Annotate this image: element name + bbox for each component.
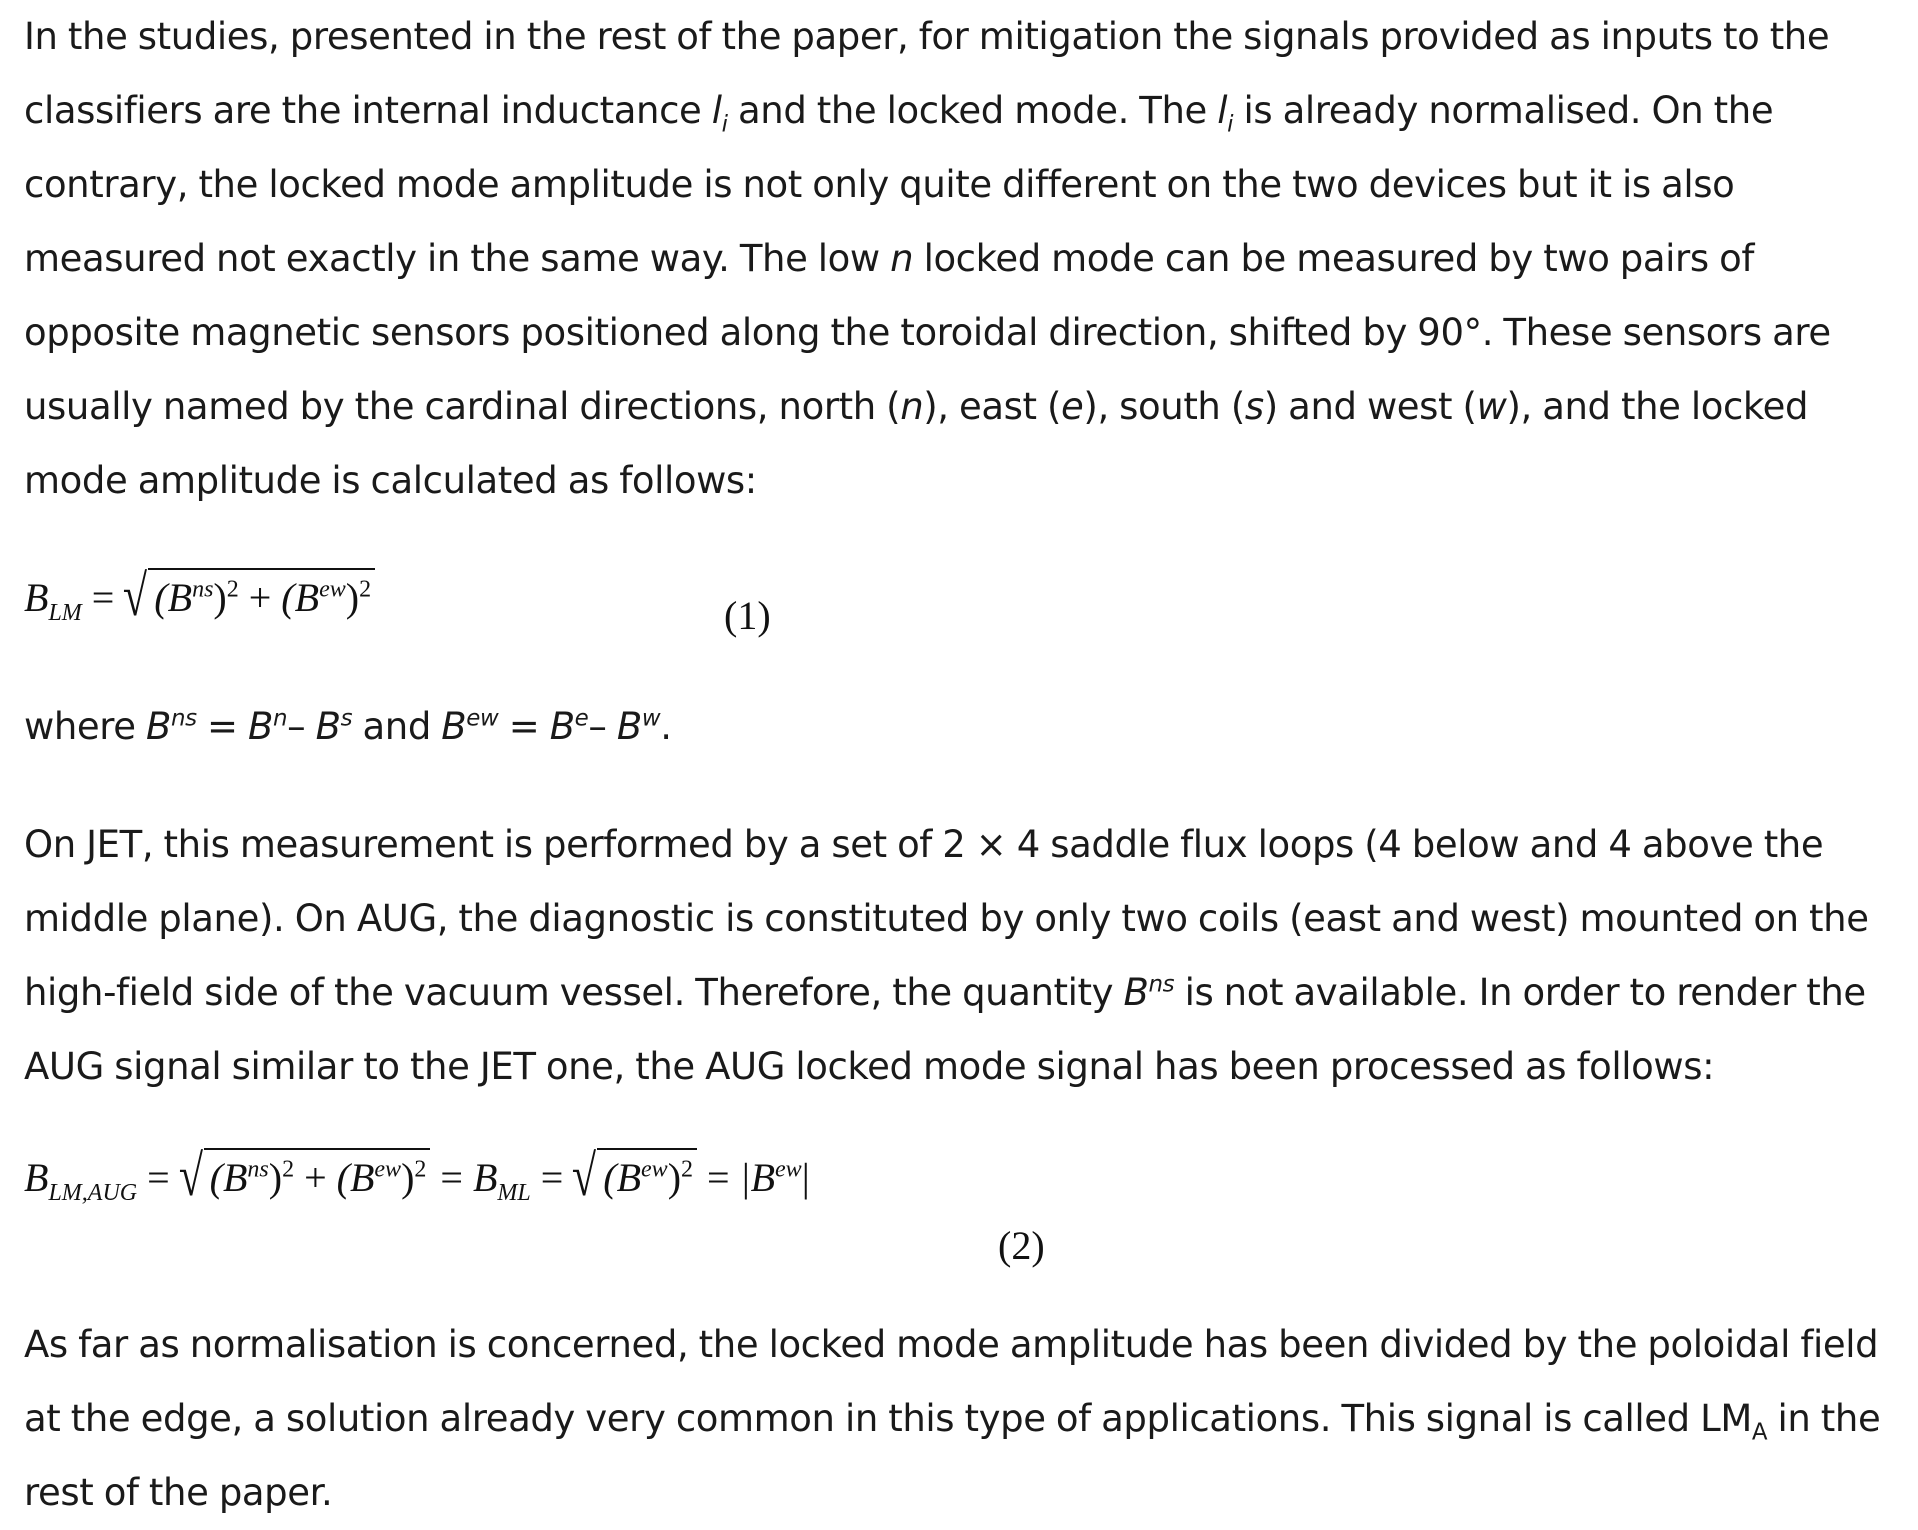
eq-paren: ) [667, 1155, 682, 1200]
sqrt [572, 1142, 697, 1209]
radical-sign: √ [572, 1142, 597, 1209]
var-l: l [1217, 89, 1228, 132]
var-north: n [900, 385, 924, 428]
eq-sub: ML [497, 1180, 531, 1206]
text: . [660, 705, 672, 748]
sub-i: i [721, 111, 728, 138]
sup-e: e [574, 705, 589, 732]
var-east: e [1061, 385, 1084, 428]
eq-var: B [24, 1155, 49, 1200]
eq-sup: ew [775, 1156, 802, 1183]
text: is not available. In order to render the AUG signal similar to the JET one, the AUG locked mode signal has been processed as follows: [24, 971, 1866, 1088]
text: ), south ( [1083, 385, 1245, 428]
text: and the locked mode. The [727, 89, 1218, 132]
eq-term: (B [603, 1155, 642, 1200]
eq-sup: ew [374, 1156, 402, 1183]
var-B: B [441, 705, 467, 748]
text: As far as normalisation is concerned, the locked mode amplitude has been divided by the poloidal field at the edge, a solution already very common in this type of applications. This signal is called LM [24, 1323, 1879, 1440]
text: On JET, this measurement is performed by a set of 2 × 4 saddle flux loops (4 below and 4 above the middle plane). On AUG, the diagnostic is constituted by only two coils (east and west) mounted on the high-field side of the vacuum vessel. Therefore, the quantity [24, 823, 1869, 1014]
equation-1 [24, 562, 375, 629]
where-line [24, 690, 1904, 764]
text: in the rest of the paper. [24, 1397, 1881, 1514]
text: = [196, 705, 249, 748]
sub-i: i [1227, 111, 1234, 138]
text: and [352, 705, 442, 748]
eq-term: (B [209, 1155, 248, 1200]
text: is already normalised. On the contrary, the locked mode amplitude is not only quite different on the two devices but it is also measured not exactly in the same way. The low [24, 89, 1774, 280]
sub-A: A [1751, 1419, 1768, 1446]
radical-sign: √ [123, 562, 148, 629]
text: ), and the locked mode amplitude is calculated as follows: [24, 385, 1809, 502]
eq-sub: LM,AUG [48, 1180, 138, 1206]
var-B: B [248, 705, 273, 748]
paragraph-1 [24, 0, 1904, 518]
eq-equals: = [91, 575, 115, 620]
eq-sup: ew [641, 1156, 668, 1183]
radicand [597, 1148, 697, 1201]
eq-var: B [472, 1155, 498, 1200]
text: ) and west ( [1263, 385, 1477, 428]
text: = [498, 705, 550, 748]
eq-power: 2 [226, 576, 239, 603]
var-B: B [315, 705, 341, 748]
eq-power: 2 [681, 1156, 694, 1183]
eq-sup: ns [192, 576, 214, 603]
eq-power: 2 [414, 1156, 427, 1183]
eq-equals: = [707, 1155, 730, 1200]
var-B: B [616, 705, 642, 748]
eq-var: B [24, 575, 49, 620]
eq-power: 2 [359, 576, 372, 603]
var-B: B [146, 705, 171, 748]
eq-equals: = [540, 1155, 564, 1200]
eq-paren: ) [401, 1155, 415, 1200]
var-n: n [890, 237, 914, 280]
var-south: s [1244, 385, 1264, 428]
eq-paren: ) [268, 1155, 283, 1200]
eq-equals: = [147, 1155, 170, 1200]
text: – [588, 705, 617, 748]
paragraph-3 [24, 1308, 1904, 1530]
text: where [24, 705, 146, 748]
sup-ns: ns [1148, 971, 1175, 998]
equation-2 [24, 1142, 810, 1209]
paragraph-2 [24, 808, 1904, 1104]
eq-term: (B [154, 575, 193, 620]
radicand [204, 1148, 431, 1201]
sqrt [178, 1142, 431, 1209]
sup-w: w [641, 705, 661, 732]
var-B: B [1123, 971, 1149, 1014]
var-B: B [549, 705, 575, 748]
eq-paren: ) [345, 575, 360, 620]
radical-sign: √ [178, 1142, 203, 1209]
sup-n: n [273, 705, 288, 732]
text: ), east ( [923, 385, 1062, 428]
eq-term: (B [336, 1155, 375, 1200]
sup-ew: ew [466, 705, 499, 732]
text: In the studies, presented in the rest of the paper, for mitigation the signals provided as inputs to the classifiers are the internal inductance [24, 15, 1830, 132]
sup-s: s [340, 705, 353, 732]
eq-sup: ns [247, 1156, 269, 1183]
text: locked mode can be measured by two pairs of opposite magnetic sensors positioned along the toroidal direction, shifted by 90°. These sensors are usually named by the cardinal directions, north ( [24, 237, 1831, 428]
radicand [148, 568, 375, 621]
eq-sub: LM [48, 600, 82, 626]
var-l: l [711, 89, 722, 132]
eq-paren: ) [213, 575, 227, 620]
eq-plus: + [304, 1155, 327, 1200]
text: – [287, 705, 316, 748]
equation-1-number: (1) [724, 593, 771, 638]
eq-abs: |B [739, 1155, 776, 1200]
eq-power: 2 [282, 1156, 295, 1183]
sqrt [123, 562, 375, 629]
eq-term: (B [281, 575, 320, 620]
eq-abs: | [801, 1155, 810, 1200]
var-west: w [1476, 385, 1507, 428]
sup-ns: ns [170, 705, 197, 732]
eq-plus: + [248, 575, 272, 620]
equation-2-number: (2) [998, 1223, 1045, 1268]
eq-equals: = [440, 1155, 463, 1200]
eq-sup: ew [319, 576, 346, 603]
